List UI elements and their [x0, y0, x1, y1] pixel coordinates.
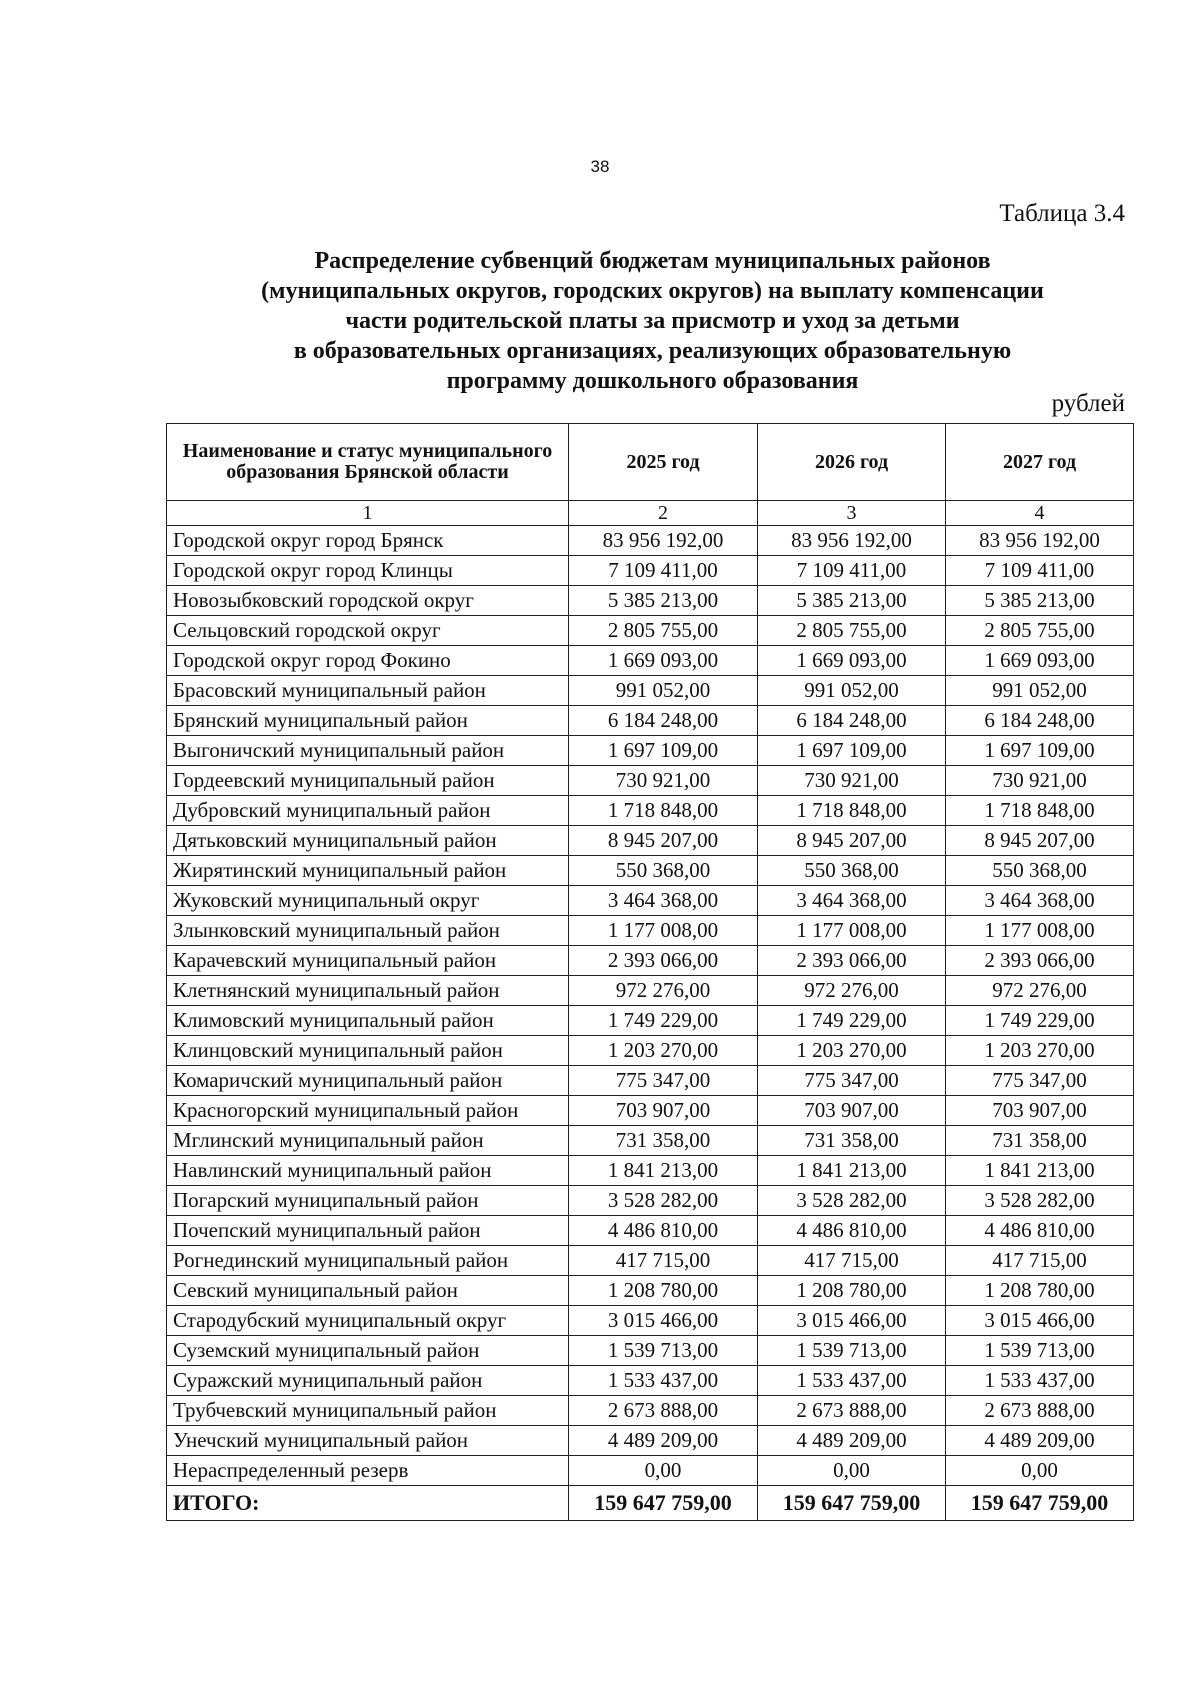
- value-2027: 4 486 810,00: [946, 1216, 1134, 1246]
- municipality-name: Городской округ город Клинцы: [167, 556, 569, 586]
- column-number-row: [167, 501, 1134, 526]
- value-2025: 1 539 713,00: [569, 1336, 758, 1366]
- table-row: [167, 646, 1134, 676]
- table-row: [167, 1246, 1134, 1276]
- table-row: [167, 1336, 1134, 1366]
- value-2025: 417 715,00: [569, 1246, 758, 1276]
- value-2026: 3 464 368,00: [758, 886, 946, 916]
- municipality-name: Сельцовский городской округ: [167, 616, 569, 646]
- value-2025: 1 841 213,00: [569, 1156, 758, 1186]
- municipality-name: Карачевский муниципальный район: [167, 946, 569, 976]
- value-2025: 972 276,00: [569, 976, 758, 1006]
- value-2027: 991 052,00: [946, 676, 1134, 706]
- value-2027: 2 393 066,00: [946, 946, 1134, 976]
- title-line: (муниципальных округов, городских округов) на выплату компенсации: [261, 278, 1044, 304]
- municipality-name: Почепский муниципальный район: [167, 1216, 569, 1246]
- value-2027: 3 015 466,00: [946, 1306, 1134, 1336]
- value-2025: 2 805 755,00: [569, 616, 758, 646]
- municipality-name: Унечский муниципальный район: [167, 1426, 569, 1456]
- table-label: Таблица 3.4: [999, 200, 1125, 227]
- municipality-name: Комаричский муниципальный район: [167, 1066, 569, 1096]
- value-2026: 1 533 437,00: [758, 1366, 946, 1396]
- municipality-name: Клетнянский муниципальный район: [167, 976, 569, 1006]
- value-2026: 8 945 207,00: [758, 826, 946, 856]
- municipality-name: Городской округ город Брянск: [167, 526, 569, 556]
- table-row: [167, 616, 1134, 646]
- header-municipality: Наименование и статус муниципального образования Брянской области: [167, 424, 569, 501]
- table-row: [167, 676, 1134, 706]
- value-2026: 3 015 466,00: [758, 1306, 946, 1336]
- value-2027: 775 347,00: [946, 1066, 1134, 1096]
- value-2026: 2 805 755,00: [758, 616, 946, 646]
- table-row: [167, 916, 1134, 946]
- value-2027: 550 368,00: [946, 856, 1134, 886]
- table-row: [167, 1156, 1134, 1186]
- total-row: [167, 1486, 1134, 1521]
- table-row: [167, 1066, 1134, 1096]
- units-label: рублей: [1051, 390, 1125, 417]
- municipality-name: Навлинский муниципальный район: [167, 1156, 569, 1186]
- title-line: части родительской платы за присмотр и уход за детьми: [345, 308, 960, 334]
- value-2026: 703 907,00: [758, 1096, 946, 1126]
- municipality-name: Жуковский муниципальный округ: [167, 886, 569, 916]
- value-2026: 1 718 848,00: [758, 796, 946, 826]
- value-2027: 6 184 248,00: [946, 706, 1134, 736]
- municipality-name: Брасовский муниципальный район: [167, 676, 569, 706]
- value-2027: 2 673 888,00: [946, 1396, 1134, 1426]
- value-2027: 5 385 213,00: [946, 586, 1134, 616]
- value-2027: 1 203 270,00: [946, 1036, 1134, 1066]
- header-2027: 2027 год: [946, 424, 1134, 501]
- value-2027: 1 533 437,00: [946, 1366, 1134, 1396]
- page-number: 38: [590, 157, 610, 176]
- title-line: Распределение субвенций бюджетам муниципальных районов: [314, 248, 991, 274]
- municipality-name: Трубчевский муниципальный район: [167, 1396, 569, 1426]
- title-line: программу дошкольного образования: [446, 368, 859, 394]
- value-2027: 1 697 109,00: [946, 736, 1134, 766]
- value-2027: 4 489 209,00: [946, 1426, 1134, 1456]
- municipality-name: Климовский муниципальный район: [167, 1006, 569, 1036]
- value-2027: 731 358,00: [946, 1126, 1134, 1156]
- value-2026: 3 528 282,00: [758, 1186, 946, 1216]
- value-2027: 0,00: [946, 1456, 1134, 1486]
- value-2025: 1 208 780,00: [569, 1276, 758, 1306]
- value-2026: 991 052,00: [758, 676, 946, 706]
- value-2025: 703 907,00: [569, 1096, 758, 1126]
- table-row: [167, 1096, 1134, 1126]
- value-2025: 1 533 437,00: [569, 1366, 758, 1396]
- document-title: [160, 246, 1145, 396]
- table-row: [167, 1036, 1134, 1066]
- municipality-name: Суражский муниципальный район: [167, 1366, 569, 1396]
- value-2027: 1 669 093,00: [946, 646, 1134, 676]
- value-2027: 1 177 008,00: [946, 916, 1134, 946]
- value-2026: 1 749 229,00: [758, 1006, 946, 1036]
- table-row: [167, 856, 1134, 886]
- value-2027: 1 841 213,00: [946, 1156, 1134, 1186]
- value-2025: 5 385 213,00: [569, 586, 758, 616]
- value-2026: 6 184 248,00: [758, 706, 946, 736]
- table-row: [167, 586, 1134, 616]
- value-2025: 1 749 229,00: [569, 1006, 758, 1036]
- municipality-name: Дубровский муниципальный район: [167, 796, 569, 826]
- value-2025: 1 697 109,00: [569, 736, 758, 766]
- table-row: [167, 706, 1134, 736]
- total-2027: 159 647 759,00: [946, 1486, 1134, 1521]
- municipality-name: Дятьковский муниципальный район: [167, 826, 569, 856]
- municipality-name: Рогнединский муниципальный район: [167, 1246, 569, 1276]
- value-2026: 417 715,00: [758, 1246, 946, 1276]
- value-2026: 1 177 008,00: [758, 916, 946, 946]
- municipality-name: Красногорский муниципальный район: [167, 1096, 569, 1126]
- table-row: [167, 1456, 1134, 1486]
- value-2027: 730 921,00: [946, 766, 1134, 796]
- header-2025: 2025 год: [569, 424, 758, 501]
- value-2025: 3 528 282,00: [569, 1186, 758, 1216]
- table-row: [167, 1426, 1134, 1456]
- value-2027: 3 528 282,00: [946, 1186, 1134, 1216]
- table-row: [167, 526, 1134, 556]
- municipality-name: Мглинский муниципальный район: [167, 1126, 569, 1156]
- value-2026: 1 208 780,00: [758, 1276, 946, 1306]
- table-row: [167, 736, 1134, 766]
- value-2026: 0,00: [758, 1456, 946, 1486]
- header-2026: 2026 год: [758, 424, 946, 501]
- value-2027: 1 208 780,00: [946, 1276, 1134, 1306]
- value-2026: 83 956 192,00: [758, 526, 946, 556]
- value-2027: 7 109 411,00: [946, 556, 1134, 586]
- value-2026: 1 669 093,00: [758, 646, 946, 676]
- value-2025: 83 956 192,00: [569, 526, 758, 556]
- table-row: [167, 1306, 1134, 1336]
- municipality-name: Брянский муниципальный район: [167, 706, 569, 736]
- value-2027: 8 945 207,00: [946, 826, 1134, 856]
- value-2027: 972 276,00: [946, 976, 1134, 1006]
- value-2026: 1 203 270,00: [758, 1036, 946, 1066]
- value-2026: 2 393 066,00: [758, 946, 946, 976]
- value-2025: 2 393 066,00: [569, 946, 758, 976]
- value-2025: 730 921,00: [569, 766, 758, 796]
- table-row: [167, 1006, 1134, 1036]
- table-row: [167, 946, 1134, 976]
- value-2026: 730 921,00: [758, 766, 946, 796]
- value-2025: 2 673 888,00: [569, 1396, 758, 1426]
- value-2027: 2 805 755,00: [946, 616, 1134, 646]
- value-2025: 0,00: [569, 1456, 758, 1486]
- total-label: ИТОГО:: [167, 1486, 569, 1521]
- municipality-name: Суземский муниципальный район: [167, 1336, 569, 1366]
- table-row: [167, 1126, 1134, 1156]
- value-2025: 775 347,00: [569, 1066, 758, 1096]
- value-2026: 731 358,00: [758, 1126, 946, 1156]
- municipality-name: Злынковский муниципальный район: [167, 916, 569, 946]
- value-2026: 1 539 713,00: [758, 1336, 946, 1366]
- value-2026: 4 486 810,00: [758, 1216, 946, 1246]
- municipality-name: Гордеевский муниципальный район: [167, 766, 569, 796]
- value-2025: 991 052,00: [569, 676, 758, 706]
- value-2025: 6 184 248,00: [569, 706, 758, 736]
- value-2025: 3 464 368,00: [569, 886, 758, 916]
- value-2025: 731 358,00: [569, 1126, 758, 1156]
- table-row: [167, 796, 1134, 826]
- value-2026: 972 276,00: [758, 976, 946, 1006]
- table-row: [167, 886, 1134, 916]
- value-2025: 7 109 411,00: [569, 556, 758, 586]
- column-number: 3: [758, 501, 946, 526]
- value-2025: 1 718 848,00: [569, 796, 758, 826]
- municipality-name: Севский муниципальный район: [167, 1276, 569, 1306]
- value-2025: 550 368,00: [569, 856, 758, 886]
- table-row: [167, 826, 1134, 856]
- municipality-name: Городской округ город Фокино: [167, 646, 569, 676]
- total-2025: 159 647 759,00: [569, 1486, 758, 1521]
- column-number: 4: [946, 501, 1134, 526]
- value-2026: 2 673 888,00: [758, 1396, 946, 1426]
- value-2026: 4 489 209,00: [758, 1426, 946, 1456]
- table-row: [167, 976, 1134, 1006]
- municipality-name: Жирятинский муниципальный район: [167, 856, 569, 886]
- table-row: [167, 766, 1134, 796]
- value-2027: 3 464 368,00: [946, 886, 1134, 916]
- municipality-name: Выгоничский муниципальный район: [167, 736, 569, 766]
- value-2026: 7 109 411,00: [758, 556, 946, 586]
- value-2025: 1 203 270,00: [569, 1036, 758, 1066]
- value-2026: 550 368,00: [758, 856, 946, 886]
- value-2025: 8 945 207,00: [569, 826, 758, 856]
- value-2026: 1 841 213,00: [758, 1156, 946, 1186]
- municipality-name: Погарский муниципальный район: [167, 1186, 569, 1216]
- municipality-name: Клинцовский муниципальный район: [167, 1036, 569, 1066]
- value-2025: 4 489 209,00: [569, 1426, 758, 1456]
- table-row: [167, 1276, 1134, 1306]
- value-2025: 4 486 810,00: [569, 1216, 758, 1246]
- table-row: [167, 1396, 1134, 1426]
- municipality-name: Стародубский муниципальный округ: [167, 1306, 569, 1336]
- municipality-name: Новозыбковский городской округ: [167, 586, 569, 616]
- title-line: в образовательных организациях, реализующих образовательную: [293, 338, 1012, 364]
- value-2026: 5 385 213,00: [758, 586, 946, 616]
- value-2025: 1 669 093,00: [569, 646, 758, 676]
- value-2027: 1 749 229,00: [946, 1006, 1134, 1036]
- value-2027: 83 956 192,00: [946, 526, 1134, 556]
- value-2027: 1 539 713,00: [946, 1336, 1134, 1366]
- table-row: [167, 1216, 1134, 1246]
- value-2026: 1 697 109,00: [758, 736, 946, 766]
- value-2025: 1 177 008,00: [569, 916, 758, 946]
- value-2027: 1 718 848,00: [946, 796, 1134, 826]
- header-row: [167, 424, 1134, 501]
- value-2027: 417 715,00: [946, 1246, 1134, 1276]
- total-2026: 159 647 759,00: [758, 1486, 946, 1521]
- column-number: 1: [167, 501, 569, 526]
- column-number: 2: [569, 501, 758, 526]
- municipality-name: Нераспределенный резерв: [167, 1456, 569, 1486]
- value-2026: 775 347,00: [758, 1066, 946, 1096]
- value-2025: 3 015 466,00: [569, 1306, 758, 1336]
- table-row: [167, 1186, 1134, 1216]
- value-2027: 703 907,00: [946, 1096, 1134, 1126]
- allocation-table: [166, 423, 1134, 1521]
- table-row: [167, 556, 1134, 586]
- table-row: [167, 1366, 1134, 1396]
